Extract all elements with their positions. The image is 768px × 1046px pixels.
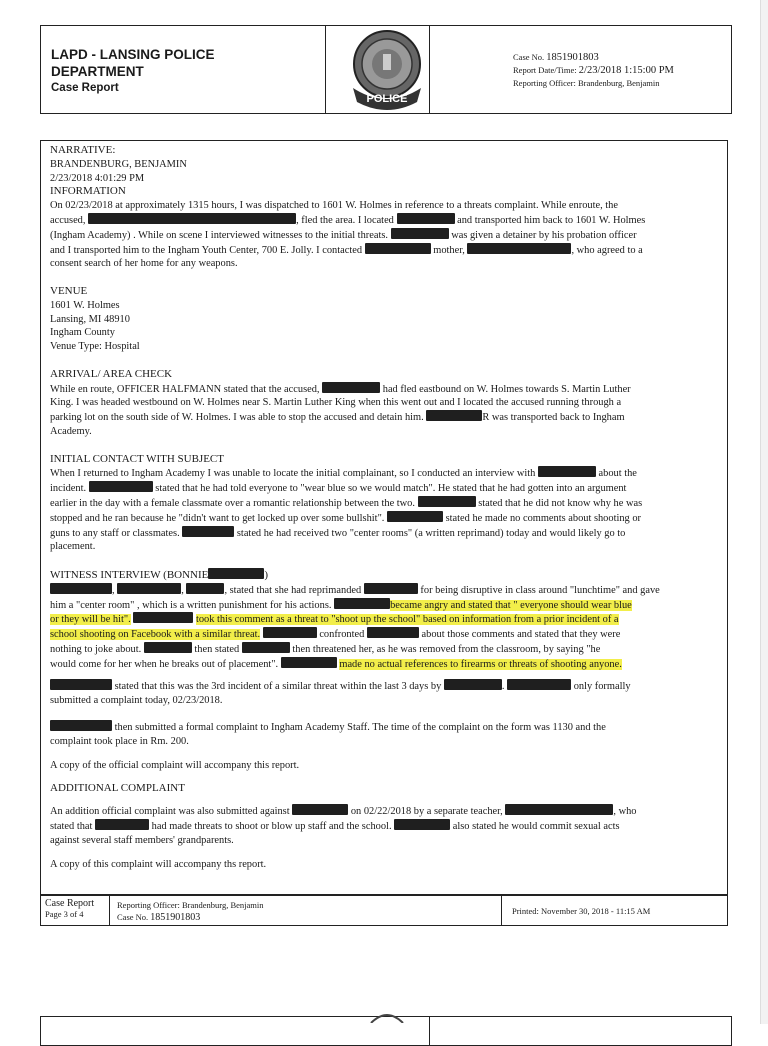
adjacent-page-edge (760, 0, 768, 1024)
narrative-author: BRANDENBURG, BENJAMIN (50, 158, 187, 170)
venue-line: Lansing, MI 48910 (50, 313, 130, 325)
witness-paragraph: , , , stated that she had reprimanded for being disruptive in class around "lunchtime" and gave him a "center room" , which is a written punishment for his actions. became angry and stated that " everyone should wear blue or they will be hit". took this comment as a threat to "shoot up the school" based on information from a prior incident of a school shooting on Facebook with a similar threat. confronted about those comments and stated that they were nothing to joke about. then stated then threatened her, as he was removed from the classroom, by saying "he would come for her when he breaks out of placement". made no actual references to firearms or threats of shooting anyone. (50, 584, 660, 670)
narrative-datetime: 2/23/2018 4:01:29 PM (50, 172, 145, 184)
redaction (334, 598, 390, 609)
header-divider (325, 26, 326, 113)
highlighted-text: or they will be hit". (50, 614, 131, 626)
footer-case-no: 1851901803 (150, 912, 201, 923)
redaction (50, 679, 112, 690)
reporting-officer: Brandenburg, Benjamin (578, 78, 660, 88)
additional-heading: ADDITIONAL COMPLAINT (50, 782, 185, 795)
redaction (281, 657, 337, 668)
witness-heading: WITNESS INTERVIEW (BONNIE ) (50, 568, 269, 581)
redaction (505, 804, 613, 815)
formal-complaint-paragraph: then submitted a formal complaint to Ingham Academy Staff. The time of the complaint on the form was 1130 and the complaint took place in Rm. 200. (50, 722, 606, 747)
case-no: 1851901803 (546, 52, 599, 63)
third-incident-paragraph: stated that this was the 3rd incident of a similar threat within the last 3 days by . only formally submitted a complaint today, 02/23/2018. (50, 681, 631, 707)
footer-doc-type: Case Report (45, 898, 95, 909)
redaction (144, 642, 192, 653)
highlighted-text: became angry and stated that " everyone should wear blue (390, 599, 632, 611)
additional-paragraph: An addition official complaint was also submitted against on 02/22/2018 by a separate teacher, , who stated that had made threats to shoot or blow up staff and the school. also stated he would commit sexual acts against several staff members' grandparents. (50, 806, 637, 846)
redaction (186, 583, 224, 594)
highlighted-text: school shooting on Facebook with a similar threat. (50, 629, 261, 641)
reporting-officer-label: Reporting Officer: (513, 78, 576, 88)
footer-officer: Brandenburg, Benjamin (182, 900, 264, 910)
redaction (387, 511, 443, 522)
redaction (117, 583, 181, 594)
department-name (51, 46, 215, 97)
narrative-content (50, 144, 720, 871)
redaction (208, 568, 264, 579)
copy-note: A copy of the official complaint will accompany this report. (50, 759, 300, 771)
printed-date: Printed: November 30, 2018 - 11:15 AM (512, 906, 651, 916)
footer-doc-info (45, 898, 94, 920)
page-number: Page 3 of 4 (45, 909, 84, 919)
information-paragraph: On 02/23/2018 at approximately 1315 hours, I was dispatched to 1601 W. Holmes in reference to a threats complaint. While enroute, the accused, , fled the area. I located and transported him back to 1601 W. Holmes (Ingham Academy) . While on scene I interviewed witnesses to the initial threats. was given a detainer by his probation officer and I transported him to the Ingham Youth Center, 700 E. Jolly. I contacted mother, , who agreed to a consent search of her home for any weapons. (50, 200, 646, 270)
redaction (507, 679, 571, 690)
redaction (391, 228, 449, 239)
redaction (418, 496, 476, 507)
header-divider (429, 26, 430, 113)
police-badge-icon (347, 26, 427, 114)
police-badge-icon (367, 1011, 407, 1023)
redaction (182, 526, 234, 537)
document-type: Case Report (51, 82, 119, 94)
redaction (394, 819, 450, 830)
venue-line: 1601 W. Holmes (50, 299, 120, 311)
report-header (40, 25, 732, 114)
redaction (426, 410, 482, 421)
redaction (444, 679, 502, 690)
department-line-2: DEPARTMENT (51, 64, 144, 79)
report-footer (40, 895, 728, 926)
footer-officer-info: Reporting Officer: Brandenburg, Benjamin Case No. 1851901803 (117, 900, 264, 923)
redaction (95, 819, 149, 830)
redaction (50, 720, 112, 731)
redaction (263, 627, 317, 638)
venue-heading: VENUE (50, 284, 88, 297)
footer-divider (501, 896, 502, 925)
case-no-label: Case No. (513, 52, 545, 62)
department-line-1: LAPD - LANSING POLICE (51, 47, 215, 62)
redaction (367, 627, 419, 638)
redaction (365, 243, 431, 254)
arrival-paragraph: While en route, OFFICER HALFMANN stated that the accused, had fled eastbound on W. Holmes towards S. Martin Luther King. I was headed westbound on W. Holmes near S. Martin Luther King when this went out and I located the accused running through a parking lot on the south side of W. Holmes. I was able to stop the accused and detain him. R was transported back to Ingham Academy. (50, 383, 631, 437)
venue-line: Venue Type: Hospital (50, 341, 140, 353)
redaction (50, 583, 112, 594)
contact-heading: INITIAL CONTACT WITH SUBJECT (50, 452, 224, 465)
redaction (397, 213, 455, 224)
information-heading: INFORMATION (50, 185, 126, 198)
copy-note: A copy of this complaint will accompany ths report. (50, 858, 267, 870)
case-meta (513, 51, 674, 90)
venue-line: Ingham County (50, 327, 115, 339)
redaction (88, 213, 296, 224)
arrival-heading: ARRIVAL/ AREA CHECK (50, 367, 173, 380)
narrative-heading: NARRATIVE: (50, 144, 116, 156)
narrative-box (40, 140, 728, 895)
report-datetime: 2/23/2018 1:15:00 PM (578, 65, 674, 76)
highlighted-text: made no actual references to firearms or threats of shooting anyone. (339, 658, 622, 670)
next-page-header (40, 1016, 732, 1046)
header-divider (429, 1017, 430, 1045)
footer-divider (109, 896, 110, 925)
redaction (467, 243, 571, 254)
redaction (364, 583, 418, 594)
redaction (538, 466, 596, 477)
redaction (292, 804, 348, 815)
redaction (242, 642, 290, 653)
redaction (322, 382, 380, 393)
redaction (89, 481, 153, 492)
redaction (133, 612, 193, 623)
badge-text: POLICE (366, 93, 408, 105)
report-datetime-label: Report Date/Time: (513, 65, 577, 75)
contact-paragraph: When I returned to Ingham Academy I was unable to locate the initial complainant, so I conducted an interview with about the incident. stated that he had told everyone to "wear blue so we would match". He stated that he had gotten into an argument earlier in the day with a female classmate over a romantic relationship between the two. stated that he did not know why he was stopped and he ran because he "didn't want to get locked up over some bullshit". stated he made no comments about shooting or guns to any staff or classmates. stated he had received two "center rooms" (a written reprimand) today and would likely go to placement. (50, 468, 643, 553)
highlighted-text: took this comment as a threat to "shoot up the school" based on information from a prior incident of a (195, 614, 619, 626)
